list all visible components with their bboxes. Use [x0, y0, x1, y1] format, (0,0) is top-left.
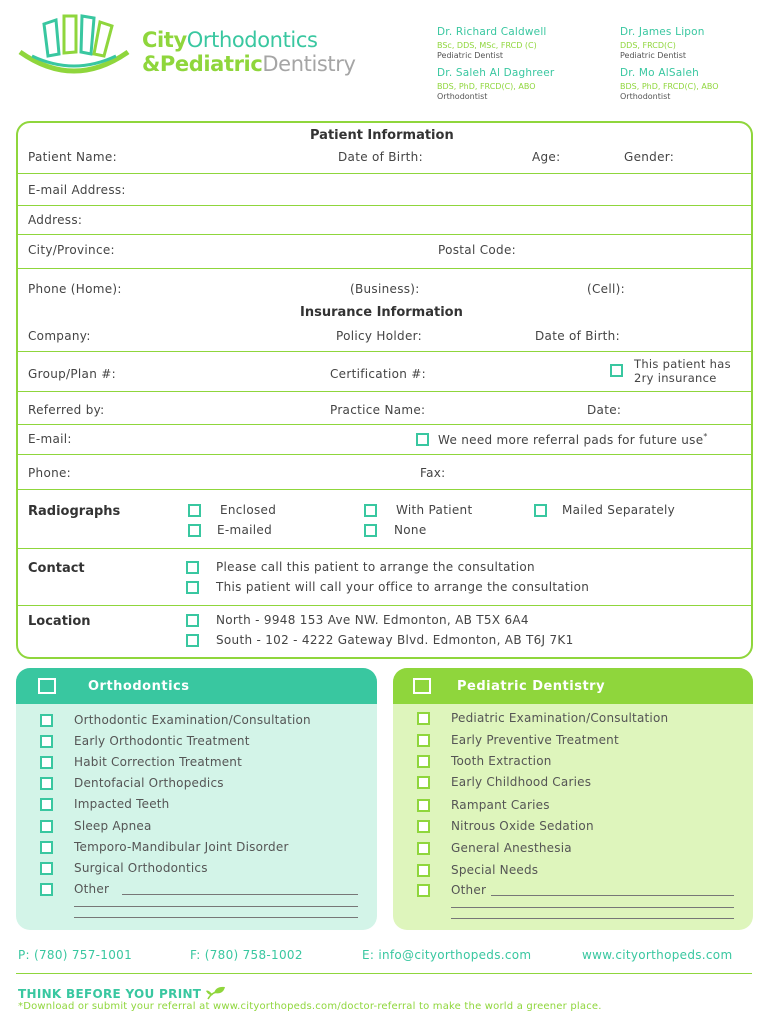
- item-label: Tooth Extraction: [451, 754, 552, 768]
- doctor-role: Orthodontist: [620, 92, 671, 101]
- patient-form: [16, 121, 753, 659]
- divider: [18, 173, 751, 174]
- item-label: General Anesthesia: [451, 841, 572, 855]
- location-title: Location: [28, 614, 91, 629]
- item-label: Other: [451, 883, 487, 897]
- item-label: Temporo-Mandibular Joint Disorder: [74, 840, 289, 854]
- checkbox-icon[interactable]: [417, 884, 430, 897]
- divider: [18, 424, 751, 425]
- item-label: Other: [74, 882, 110, 896]
- footer-website[interactable]: www.cityorthopeds.com: [582, 948, 733, 962]
- checkbox-icon[interactable]: [417, 842, 430, 855]
- checkbox-icon[interactable]: [40, 735, 53, 748]
- location-north-checkbox[interactable]: [186, 614, 199, 627]
- radiograph-emailed-label: E-mailed: [217, 523, 273, 537]
- divider: [18, 205, 751, 206]
- radiograph-with-patient-checkbox[interactable]: [364, 504, 377, 517]
- item-label: Orthodontic Examination/Consultation: [74, 713, 311, 727]
- other-line[interactable]: [74, 917, 358, 918]
- doctor-name: Dr. Richard Caldwell: [437, 26, 547, 38]
- brand-amp: &: [142, 52, 160, 76]
- brand-dentistry: Dentistry: [262, 52, 356, 76]
- patient-info-title: Patient Information: [310, 128, 454, 143]
- doctor-quals: BDS, PhD, FRCD(C), ABO: [437, 82, 536, 91]
- checkbox-icon[interactable]: [417, 712, 430, 725]
- radiograph-enclosed-label: Enclosed: [220, 503, 277, 517]
- referral-pads-text: We need more referral pads for future use: [438, 433, 704, 447]
- other-line[interactable]: [491, 895, 734, 896]
- orthodontics-panel: [16, 668, 377, 930]
- orthodontics-checkbox[interactable]: [38, 678, 56, 694]
- practice-name-field[interactable]: Practice Name:: [330, 403, 426, 417]
- insurance-dob-field[interactable]: Date of Birth:: [535, 329, 620, 343]
- list-item[interactable]: [393, 882, 753, 902]
- checkbox-icon[interactable]: [40, 820, 53, 833]
- divider: [18, 548, 751, 549]
- item-label: Nitrous Oxide Sedation: [451, 819, 594, 833]
- footer-divider: [16, 973, 752, 974]
- divider: [18, 605, 751, 606]
- location-north-label: North - 9948 153 Ave NW. Edmonton, AB T5X 6A4: [216, 613, 529, 627]
- other-line[interactable]: [74, 906, 358, 907]
- checkbox-icon[interactable]: [417, 864, 430, 877]
- brand-orthodontics: Orthodontics: [186, 28, 318, 52]
- list-item[interactable]: [393, 797, 753, 817]
- radiograph-with-patient-label: With Patient: [396, 503, 473, 517]
- list-item[interactable]: [393, 753, 753, 773]
- pediatric-panel: [393, 668, 753, 930]
- doctor-name: Dr. Saleh Al Daghreer: [437, 67, 555, 79]
- location-south-checkbox[interactable]: [186, 634, 199, 647]
- other-line[interactable]: [451, 907, 734, 908]
- list-item[interactable]: [16, 712, 377, 732]
- secondary-insurance-line2: 2ry insurance: [634, 371, 717, 385]
- divider: [18, 391, 751, 392]
- other-line[interactable]: [122, 894, 358, 895]
- doctor-card: [620, 26, 770, 60]
- doctor-role: Pediatric Dentist: [620, 51, 687, 60]
- list-item[interactable]: [16, 733, 377, 753]
- radiographs-title: Radiographs: [28, 504, 121, 519]
- pediatric-title: Pediatric Dentistry: [457, 679, 606, 694]
- contact-call-patient-checkbox[interactable]: [186, 561, 199, 574]
- dob-field[interactable]: Date of Birth:: [338, 150, 423, 164]
- list-item[interactable]: [393, 774, 753, 794]
- checkbox-icon[interactable]: [40, 841, 53, 854]
- contact-patient-calls-label: This patient will call your office to arrange the consultation: [216, 580, 590, 594]
- checkbox-icon[interactable]: [417, 776, 430, 789]
- group-plan-field[interactable]: Group/Plan #:: [28, 367, 116, 381]
- doctor-name: Dr. Mo AlSaleh: [620, 67, 699, 79]
- contact-patient-calls-checkbox[interactable]: [186, 581, 199, 594]
- radiograph-none-label: None: [394, 523, 427, 537]
- age-field[interactable]: Age:: [532, 150, 561, 164]
- pediatric-checkbox[interactable]: [413, 678, 431, 694]
- address-field[interactable]: Address:: [28, 213, 83, 227]
- secondary-insurance-checkbox[interactable]: [610, 364, 623, 377]
- referrer-fax-field[interactable]: Fax:: [420, 466, 446, 480]
- phone-cell-field[interactable]: (Cell):: [587, 282, 625, 296]
- item-label: Early Preventive Treatment: [451, 733, 619, 747]
- checkbox-icon[interactable]: [417, 820, 430, 833]
- radiograph-mailed-checkbox[interactable]: [534, 504, 547, 517]
- doctor-card: [437, 26, 617, 60]
- postal-code-field[interactable]: Postal Code:: [438, 243, 516, 257]
- radiograph-none-checkbox[interactable]: [364, 524, 377, 537]
- gender-field[interactable]: Gender:: [624, 150, 675, 164]
- phone-home-field[interactable]: Phone (Home):: [28, 282, 122, 296]
- think-text: THINK BEFORE YOU PRINT: [18, 987, 202, 1001]
- footer-email[interactable]: E: info@cityorthopeds.com: [362, 948, 532, 962]
- item-label: Pediatric Examination/Consultation: [451, 711, 669, 725]
- secondary-insurance-label: [634, 357, 731, 385]
- list-item[interactable]: [393, 818, 753, 838]
- checkbox-icon[interactable]: [40, 862, 53, 875]
- list-item[interactable]: [16, 754, 377, 774]
- item-label: Rampant Caries: [451, 798, 550, 812]
- checkbox-icon[interactable]: [40, 777, 53, 790]
- referral-pads-checkbox[interactable]: [416, 433, 429, 446]
- radiograph-enclosed-checkbox[interactable]: [188, 504, 201, 517]
- checkbox-icon[interactable]: [40, 756, 53, 769]
- checkbox-icon[interactable]: [40, 883, 53, 896]
- divider: [18, 268, 751, 269]
- item-label: Sleep Apnea: [74, 819, 152, 833]
- insurance-info-title: Insurance Information: [300, 305, 463, 320]
- list-item[interactable]: [16, 818, 377, 838]
- brand-city: City: [142, 28, 187, 52]
- contact-call-patient-label: Please call this patient to arrange the consultation: [216, 560, 535, 574]
- brand-pediatric: Pediatric: [159, 52, 263, 76]
- list-item[interactable]: [16, 881, 377, 901]
- leaf-icon: [206, 986, 226, 1000]
- item-label: Habit Correction Treatment: [74, 755, 243, 769]
- footer-fax: F: (780) 758-1002: [190, 948, 303, 962]
- location-south-label: South - 102 - 4222 Gateway Blvd. Edmonton, AB T6J 7K1: [216, 633, 574, 647]
- pediatric-header: [393, 668, 753, 704]
- doctor-quals: DDS, FRCD(C): [620, 41, 676, 50]
- radiograph-emailed-checkbox[interactable]: [188, 524, 201, 537]
- item-label: Special Needs: [451, 863, 539, 877]
- item-label: Impacted Teeth: [74, 797, 170, 811]
- policy-holder-field[interactable]: Policy Holder:: [336, 329, 422, 343]
- download-note: *Download or submit your referral at www.cityorthopeds.com/doctor-referral to make the world a greener place.: [18, 1001, 602, 1012]
- doctor-card: [620, 67, 770, 101]
- orthodontics-header: [16, 668, 377, 704]
- checkbox-icon[interactable]: [417, 799, 430, 812]
- secondary-insurance-line1: This patient has: [634, 357, 731, 371]
- referral-pads-label: [438, 432, 708, 447]
- radiograph-mailed-label: Mailed Separately: [562, 503, 676, 517]
- divider: [18, 234, 751, 235]
- item-label: Early Orthodontic Treatment: [74, 734, 250, 748]
- checkbox-icon[interactable]: [40, 798, 53, 811]
- checkbox-icon[interactable]: [40, 714, 53, 727]
- referred-by-field[interactable]: Referred by:: [28, 403, 105, 417]
- list-item[interactable]: [16, 839, 377, 859]
- doctor-role: Pediatric Dentist: [437, 51, 504, 60]
- list-item[interactable]: [16, 860, 377, 880]
- referral-date-field[interactable]: Date:: [587, 403, 622, 417]
- other-line[interactable]: [451, 918, 734, 919]
- doctor-name: Dr. James Lipon: [620, 26, 705, 38]
- asterisk: *: [703, 432, 708, 441]
- brand-name: [142, 28, 356, 76]
- list-item[interactable]: [393, 840, 753, 860]
- email-address-field[interactable]: E-mail Address:: [28, 183, 126, 197]
- referrer-email-field[interactable]: E-mail:: [28, 432, 72, 446]
- think-before-print: [18, 986, 226, 1001]
- city-province-field[interactable]: City/Province:: [28, 243, 115, 257]
- item-label: Early Childhood Caries: [451, 775, 592, 789]
- logo-icon: [14, 12, 134, 82]
- footer-phone: P: (780) 757-1001: [18, 948, 133, 962]
- checkbox-icon[interactable]: [417, 734, 430, 747]
- doctor-quals: BSc, DDS, MSc, FRCD (C): [437, 41, 537, 50]
- divider: [18, 351, 751, 352]
- doctor-quals: BDS, PhD, FRCD(C), ABO: [620, 82, 719, 91]
- item-label: Dentofacial Orthopedics: [74, 776, 224, 790]
- list-item[interactable]: [16, 775, 377, 795]
- doctor-card: [437, 67, 617, 101]
- certification-field[interactable]: Certification #:: [330, 367, 426, 381]
- doctor-role: Orthodontist: [437, 92, 488, 101]
- list-item[interactable]: [16, 796, 377, 816]
- list-item[interactable]: [393, 862, 753, 882]
- patient-name-field[interactable]: Patient Name:: [28, 150, 117, 164]
- referrer-phone-field[interactable]: Phone:: [28, 466, 72, 480]
- list-item[interactable]: [393, 710, 753, 730]
- divider: [18, 454, 751, 455]
- item-label: Surgical Orthodontics: [74, 861, 208, 875]
- company-field[interactable]: Company:: [28, 329, 91, 343]
- list-item[interactable]: [393, 732, 753, 752]
- phone-business-field[interactable]: (Business):: [350, 282, 420, 296]
- checkbox-icon[interactable]: [417, 755, 430, 768]
- contact-title: Contact: [28, 561, 85, 576]
- orthodontics-title: Orthodontics: [88, 679, 190, 694]
- divider: [18, 489, 751, 490]
